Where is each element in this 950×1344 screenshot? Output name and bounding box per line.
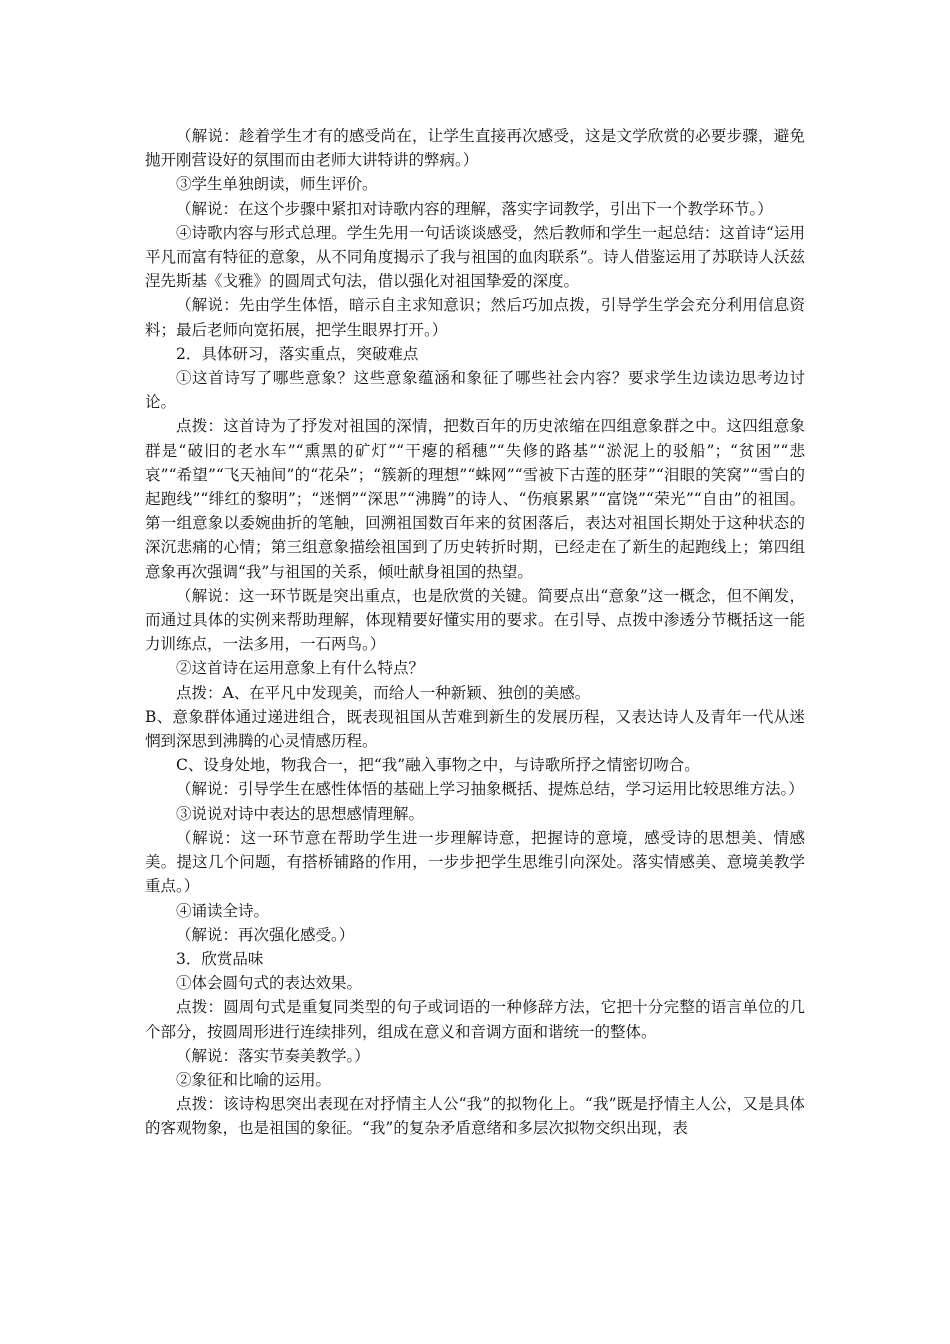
paragraph: 点拨：A、在平凡中发现美，而给人一种新颖、独创的美感。	[176, 683, 591, 702]
paragraph: ③说说对诗中表达的思想感情理解。	[176, 804, 425, 823]
paragraph: （解说：这一环节意在帮助学生进一步理解诗意，把握诗的意境，感受诗的思想美、情感美。提这几个问题，有搭桥铺路的作用，一步步把学生思维引向深处。落实情感美、意境美教学重点。）	[145, 828, 805, 896]
paragraph: 点拨：圆周句式是重复同类型的句子或词语的一种修辞方法，它把十分完整的语言单位的几个部分，按圆周形进行连续排列，组成在意义和音调方面和谐统一的整体。	[145, 998, 805, 1041]
paragraph: C、设身处地，物我合一，把“我”融入事物之中，与诗歌所抒之情密切吻合。	[176, 756, 700, 775]
paragraph: 点拨：该诗构思突出表现在对抒情主人公“我”的拟物化上。“我”既是抒情主人公，又是具体的客观物象，也是祖国的象征。“我”的复杂矛盾意绪和多层次拟物交织出现，表	[145, 1095, 805, 1138]
document-body	[145, 124, 805, 1141]
paragraph: （解说：趁着学生才有的感受尚在，让学生直接再次感受，这是文学欣赏的必要步骤，避免抛开刚营设好的氛围而由老师大讲特讲的弊病。）	[145, 127, 805, 170]
paragraph: B、意象群体通过递进组合，既表现祖国从苦难到新生的发展历程，又表达诗人及青年一代从迷惘到深思到沸腾的心灵情感历程。	[145, 707, 805, 751]
paragraph: （解说：在这个步骤中紧扣对诗歌内容的理解，落实字词教学，引出下一个教学环节。）	[176, 199, 773, 218]
paragraph: （解说：落实节奏美教学。）	[176, 1046, 370, 1065]
paragraph: ②象征和比喻的运用。	[176, 1070, 332, 1089]
paragraph: （解说：先由学生体悟，暗示自主求知意识；然后巧加点拨，引导学生学会充分利用信息资料；最后老师向宽拓展，把学生眼界打开。）	[145, 296, 805, 339]
paragraph: ②这首诗在运用意象上有什么特点？	[176, 659, 425, 678]
paragraph: （解说：这一环节既是突出重点，也是欣赏的关键。简要点出“意象”这一概念，但不阐发，而通过具体的实例来帮助理解，体现精要好懂实用的要求。在引导、点拨中渗透分节概括这一能力训练点，一法多用，一石两鸟。）	[145, 586, 805, 654]
paragraph: 点拨：这首诗为了抒发对祖国的深情，把数百年的历史浓缩在四组意象群之中。这四组意象群是“破旧的老水车”“熏黑的矿灯”“干瘪的稻穗”“失修的路基”“淤泥上的驳船”；“贫困”“悲哀”“希望”“飞天袖间”的“花朵”；“簇新的理想”“蛛网”“雪被下古莲的胚芽”“泪眼的笑窝”“雪白的起跑线”“绯红的黎明”；“迷惘”“深思”“沸腾”的诗人、“伤痕累累”“富饶”“荣光”“自由”的祖国。第一组意象以委婉曲折的笔触，回溯祖国数百年来的贫困落后，表达对祖国长期处于这种状态的深沉悲痛的心情；第三组意象描绘祖国到了历史转折时期，已经走在了新生的起跑线上；第四组意象再次强调“我”与祖国的关系，倾吐献身祖国的热望。	[145, 417, 805, 581]
paragraph: ③学生单独朗读，师生评价。	[176, 175, 378, 194]
paragraph: ①这首诗写了哪些意象？这些意象蕴涵和象征了哪些社会内容？要求学生边读边思考边讨论。	[145, 369, 805, 412]
paragraph: （解说：再次强化感受。）	[176, 925, 355, 944]
section-heading: 2．具体研习，落实重点，突破难点	[176, 344, 419, 363]
paragraph: （解说：引导学生在感性体悟的基础上学习抽象概括、提炼总结，学习运用比较思维方法。）	[176, 780, 804, 799]
paragraph: ④诗歌内容与形式总理。学生先用一句话谈谈感受，然后教师和学生一起总结：这首诗“运用平凡而富有特征的意象，从不同角度揭示了我与祖国的血肉联系”。诗人借鉴运用了苏联诗人沃兹涅先斯基《戈雅》的圆周式句法，借以强化对祖国挚爱的深度。	[145, 223, 805, 291]
paragraph: ④诵读全诗。	[176, 901, 270, 920]
section-heading: 3．欣赏品味	[176, 949, 264, 968]
paragraph: ①体会圆句式的表达效果。	[176, 974, 363, 993]
